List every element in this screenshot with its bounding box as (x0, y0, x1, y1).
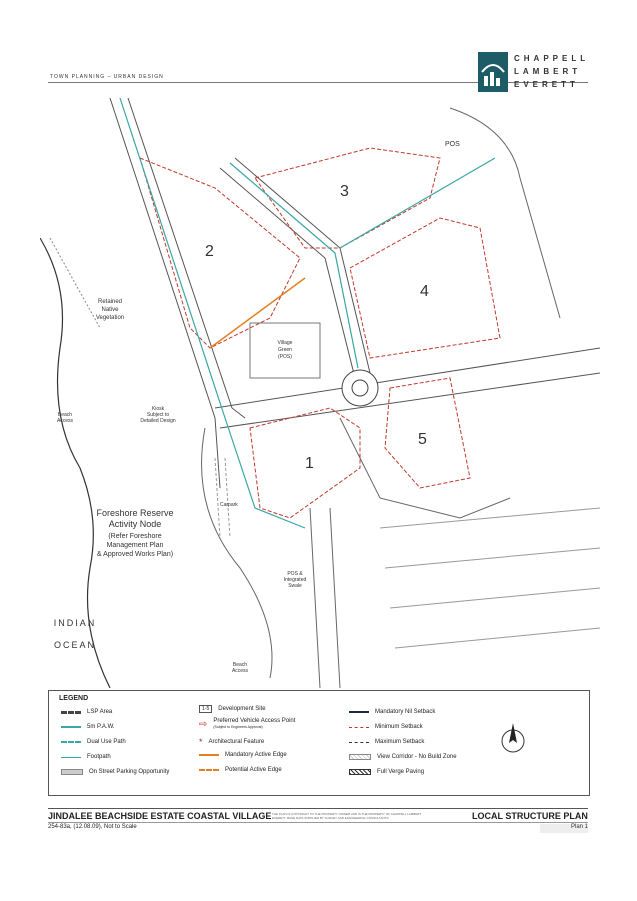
legend-sub: (Subject to Engineers Approval) (213, 725, 263, 729)
legend-max-swatch (349, 742, 369, 743)
legend-label: Mandatory Active Edge (225, 752, 287, 758)
road-west-edge-2 (128, 98, 245, 418)
logo-word-2: LAMBERT (514, 67, 582, 76)
legend-footpath-swatch (61, 757, 81, 758)
logo-mark-icon (478, 52, 508, 92)
ocean-label-2: OCEAN (53, 640, 97, 650)
legend-label: Architectural Feature (208, 739, 265, 745)
beach-access-1-label-1: Beach (57, 412, 73, 418)
site-plan-map (40, 88, 600, 688)
retained-label-1: Retained (97, 299, 123, 305)
legend-item-potential-active (199, 767, 282, 773)
copyright-note: THE PLAN IS COPYRIGHT TO THE PROPERTY OWNER AND IS THE PROPERTY OF CHAPPELL LAMBERT EVERETT. BASE DATA SUPPLIED BY SURVEY AND ENGINEERING CONSULTANTS. (272, 812, 422, 820)
legend-item-access (199, 718, 295, 730)
legend-item-max (349, 739, 424, 745)
plan-number: Plan 1 (540, 824, 588, 833)
star-icon: * (199, 737, 203, 747)
carpark-edge (202, 428, 272, 678)
legend-paw-swatch (61, 726, 81, 728)
header-tag: TOWN PLANNING – URBAN DESIGN (50, 74, 164, 80)
legend-item-verge (349, 769, 424, 775)
legend-label: LSP Area (87, 709, 113, 715)
beach-access-2-label-1: Beach (232, 662, 248, 668)
site-1-label: 1 (305, 455, 314, 472)
logo-word-3: EVERETT (514, 80, 579, 89)
legend-label: 5m P.A.W. (87, 724, 115, 730)
roundabout (342, 370, 378, 406)
legend-item-min (349, 724, 423, 730)
site-5-label: 5 (418, 431, 427, 448)
legend-label: Development Site (218, 706, 266, 712)
beach-access-1-label-2: Access (56, 418, 74, 424)
pos-swale-label-2: Integrated (283, 577, 307, 583)
pos-swale-label-1: POS & (287, 571, 303, 577)
dune-edge (50, 238, 100, 328)
north-arrow-icon (499, 721, 527, 757)
pos-top-label: POS (445, 141, 460, 148)
road-central-2 (235, 158, 370, 373)
legend-label: Minimum Setback (375, 724, 423, 730)
legend-item-devsite (199, 705, 266, 713)
logo-word-1: CHAPPELL (514, 54, 590, 63)
beach-access-2-label-2: Access (231, 668, 249, 674)
road-south (310, 508, 320, 688)
village-green-label-3: (POS) (278, 354, 292, 360)
project-title: JINDALEE BEACHSIDE ESTATE COASTAL VILLAGE (48, 811, 272, 821)
legend-label: View Corridor - No Build Zone (377, 754, 457, 760)
foreshore-label-4: Management Plan (106, 542, 164, 549)
legend-title: LEGEND (59, 695, 89, 702)
site-3-label: 3 (340, 183, 349, 200)
foreshore-label-5: & Approved Works Plan) (96, 551, 174, 558)
legend-panel (48, 690, 590, 796)
foreshore-label-1: Foreshore Reserve (96, 508, 174, 518)
road-south-2 (330, 508, 340, 688)
legend-item-arch (199, 737, 264, 747)
legend-potential-active-swatch (199, 769, 219, 771)
site-5-setback (385, 378, 470, 488)
arrow-icon: ⇨ (199, 718, 208, 730)
legend-item-parking (61, 769, 169, 775)
legend-item-dual (61, 739, 126, 745)
legend-label: Potential Active Edge (225, 767, 282, 773)
footer-rule-2 (48, 822, 588, 823)
legend-item-lsp (61, 709, 112, 715)
legend-parking-swatch (61, 769, 83, 775)
dual-use-path (120, 98, 305, 528)
road-west-edge (110, 98, 220, 488)
retained-label-2: Native (101, 307, 119, 313)
footer-rule (48, 808, 588, 809)
legend-item-paw (61, 724, 115, 730)
legend-label: Mandatory Nil Setback (375, 709, 436, 715)
kiosk-label-1: Kiosk (151, 406, 165, 412)
active-edge (210, 278, 305, 348)
pos-swale-label-3: Swale (288, 583, 302, 589)
lot-grid (380, 508, 600, 648)
site-2-label: 2 (205, 243, 214, 260)
road-ew-south (220, 373, 600, 428)
east-road (450, 108, 560, 318)
legend-min-swatch (349, 727, 369, 728)
legend-item-nil (349, 709, 435, 715)
carpark-bays (215, 458, 230, 538)
legend-label: Maximum Setback (375, 739, 425, 745)
project-subtitle: 254-83a, (12.08.09), Not to Scale (48, 824, 137, 830)
legend-devsite-swatch: 1-5 (199, 705, 212, 713)
site-2-setback (140, 158, 300, 348)
kiosk-label-3: Detailed Design (140, 418, 176, 424)
legend-item-view (349, 754, 457, 760)
legend-item-mandatory-active (199, 752, 287, 758)
legend-label: Footpath (87, 754, 111, 760)
foreshore-label-3: (Refer Foreshore (108, 533, 162, 540)
foreshore-label-2: Activity Node (108, 519, 162, 529)
site-4-label: 4 (420, 283, 429, 300)
legend-verge-swatch (349, 769, 371, 775)
legend-label-group (213, 718, 295, 730)
legend-dual-swatch (61, 741, 81, 743)
kiosk-label-2: Subject to (146, 412, 170, 418)
carpark-label: Carpark (220, 502, 238, 508)
village-green-label-1: Village (277, 340, 293, 346)
legend-mandatory-active-swatch (199, 754, 219, 756)
footpath (340, 158, 495, 248)
village-green-label-2: Green (278, 347, 292, 353)
paw-path (230, 163, 358, 368)
legend-nil-swatch (349, 711, 369, 713)
legend-item-footpath (61, 754, 111, 760)
legend-label: On Street Parking Opportunity (89, 769, 170, 775)
retained-label-3: Vegetation (95, 315, 125, 321)
legend-view-swatch (349, 754, 371, 760)
legend-label: Preferred Vehicle Access Point (213, 718, 296, 724)
legend-label: Dual Use Path (87, 739, 126, 745)
plan-title: LOCAL STRUCTURE PLAN (472, 811, 588, 821)
ocean-label-1: INDIAN (53, 618, 97, 628)
legend-lsp-swatch (61, 711, 81, 714)
legend-label: Full Verge Paving (377, 769, 425, 775)
